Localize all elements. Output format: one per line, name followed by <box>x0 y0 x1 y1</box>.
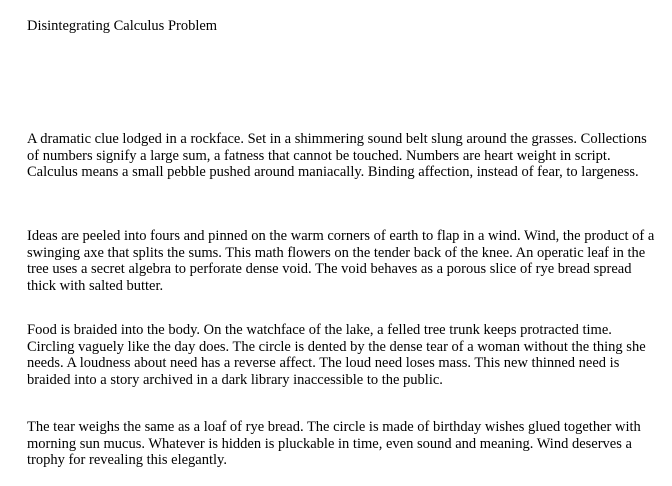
paragraph-4: The tear weighs the same as a loaf of rye bread. The circle is made of birthday wishes glued together with morning sun mucus. Whatever is hidden is pluckable in time, even sound and meaning. Wind deserves a trophy for revealing this elegantly. <box>27 419 641 468</box>
paragraph-3: Food is braided into the body. On the watchface of the lake, a felled tree trunk keeps protracted time. Circling vaguely like the day does. The circle is dented by the dense tear of a woman without the thing she needs. A loudness about need has a reverse affect. The loud need loses mass. This new thinned need is braided into a story archived in a dark library inaccessible to the public. <box>27 322 646 388</box>
page-title: Disintegrating Calculus Problem <box>27 18 218 34</box>
paragraph-2: Ideas are peeled into fours and pinned on the warm corners of earth to flap in a wind. Wind, the product of a swinging axe that splits the sums. This math flowers on the tender back of the knee. An operatic leaf in the tree uses a secret algebra to perforate dense void. The void behaves as a porous slice of rye bread spread thick with salted butter. <box>27 228 655 294</box>
paragraph-1: A dramatic clue lodged in a rockface. Set in a shimmering sound belt slung around the grasses. Collections of numbers signify a large sum, a fatness that cannot be touched. Numbers are heart weight in script. Calculus means a small pebble pushed around maniacally. Binding affection, instead of fear, to largeness. <box>27 131 647 180</box>
